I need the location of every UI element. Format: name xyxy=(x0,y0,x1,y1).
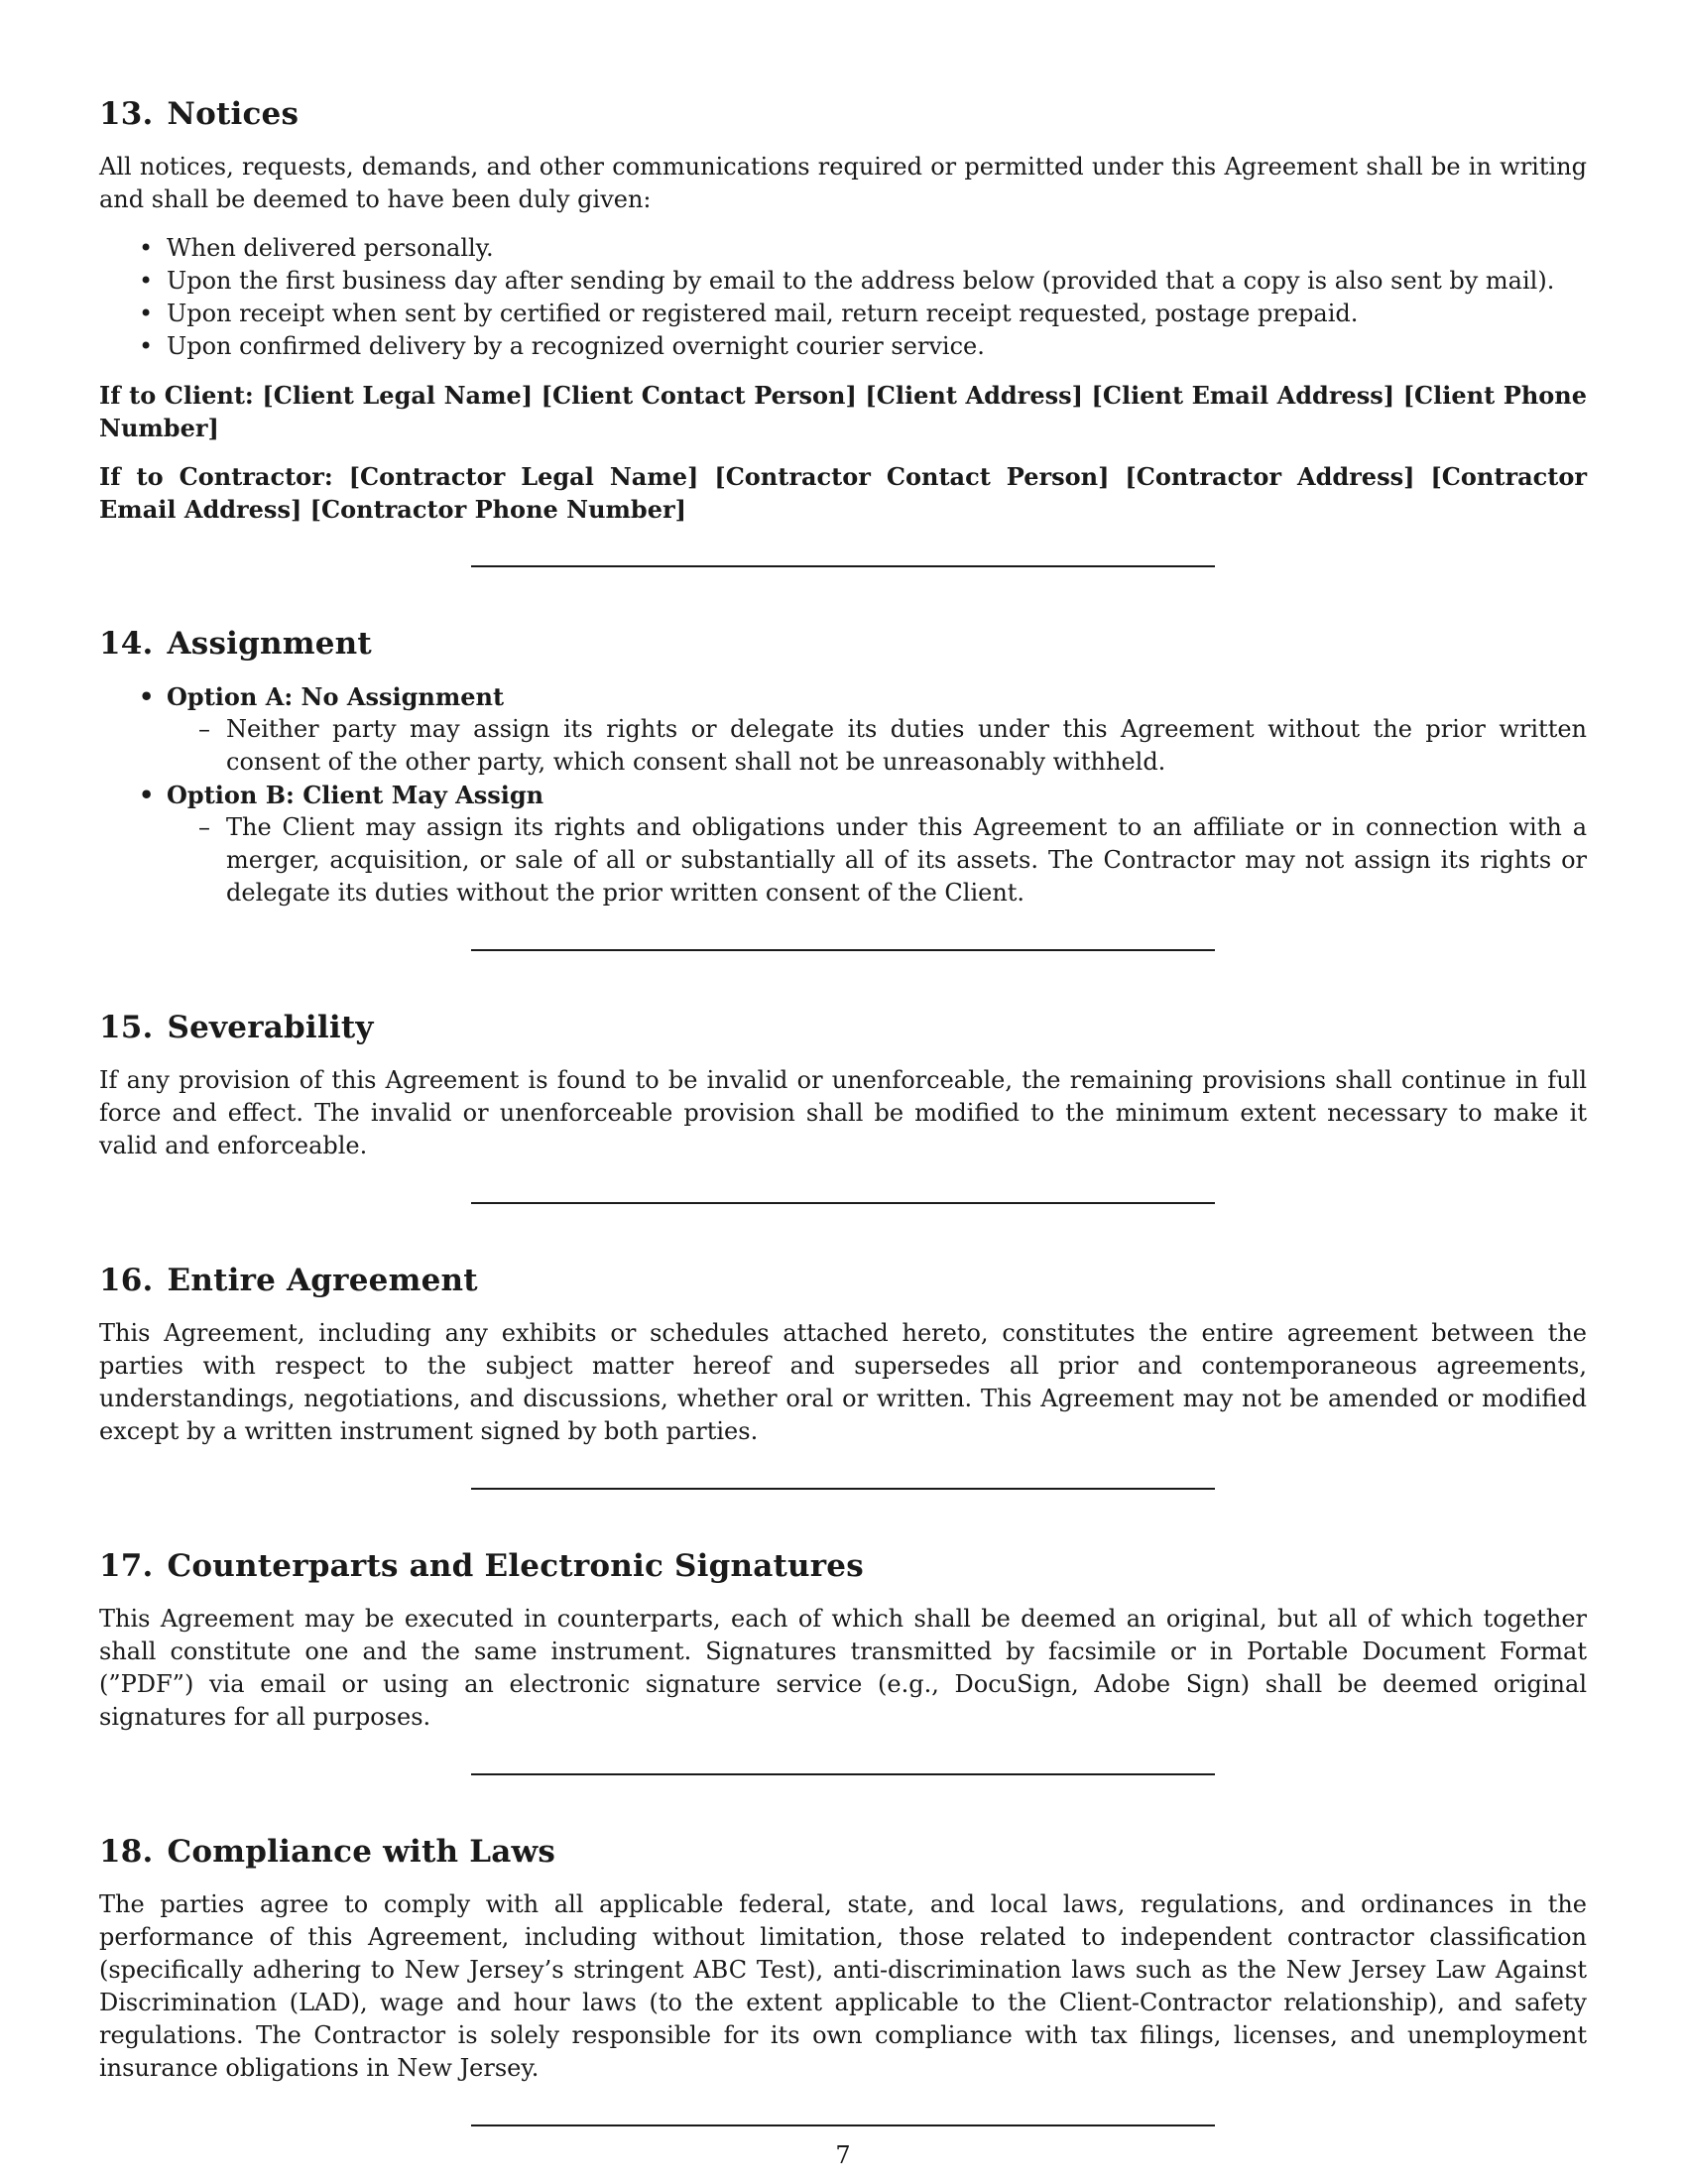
option-b-label: Option B: Client May Assign xyxy=(167,781,544,809)
section-heading xyxy=(99,95,1587,133)
list-item: • Upon the first business day after sending by email to the address below (provided that a copy is also sent by mail). xyxy=(99,265,1587,298)
section-title: Severability xyxy=(167,1010,374,1045)
section-title: Assignment xyxy=(167,626,372,662)
client-address-block: If to Client: [Client Legal Name] [Client Contact Person] [Client Address] [Client Email Address] [Client Phone Number] xyxy=(99,381,1587,442)
section-divider xyxy=(471,1202,1215,1204)
option-b xyxy=(99,779,1587,910)
section-assignment xyxy=(99,625,1587,910)
option-b-text: – The Client may assign its rights and obligations under this Agreement to an affiliate or in connection with a merger, acquisition, or sale of all or substantially all of its assets. The Contractor may not assign its rights or delegate its duties without the prior written consent of the Client. xyxy=(99,811,1587,910)
section-compliance xyxy=(99,1833,1587,2085)
section-notices xyxy=(99,95,1587,526)
section-divider xyxy=(471,1488,1215,1490)
assignment-options xyxy=(99,680,1587,910)
section-title: Compliance with Laws xyxy=(167,1834,556,1870)
counterparts-text: This Agreement may be executed in counterparts, each of which shall be deemed an original, but all of which together shall constitute one and the same instrument. Signatures transmitted by facsimile or in Portable Document Format (”PDF”) via email or using an electronic signature service (e.g., DocuSign, Adobe Sign) shall be deemed original signatures for all purposes. xyxy=(99,1605,1587,1731)
section-heading xyxy=(99,1262,1587,1299)
option-a xyxy=(99,680,1587,779)
section-counterparts xyxy=(99,1547,1587,1734)
list-item: • Upon receipt when sent by certified or registered mail, return receipt requested, postage prepaid. xyxy=(99,298,1587,330)
section-heading xyxy=(99,1833,1587,1871)
section-divider xyxy=(471,565,1215,567)
option-a-label: Option A: No Assignment xyxy=(167,682,505,711)
section-number: 18. xyxy=(99,1834,154,1870)
section-divider xyxy=(471,2124,1215,2126)
contractor-address-block: If to Contractor: [Contractor Legal Name] [Contractor Contact Person] [Contractor Address] [Contractor Email Address] [Contractor Phone Number] xyxy=(99,462,1587,524)
compliance-text: The parties agree to comply with all applicable federal, state, and local laws, regulations, and ordinances in the performance of this Agreement, including without limitation, those related to independent contractor classification (specifically adhering to New Jersey’s stringent ABC Test), anti-discrimination laws such as the New Jersey Law Against Discrimination (LAD), wage and hour laws (to the extent applicable to the Client-Contractor relationship), and safety regulations. The Contractor is solely responsible for its own compliance with tax filings, licenses, and unemployment insurance obligations in New Jersey. xyxy=(99,1890,1587,2082)
section-divider xyxy=(471,949,1215,951)
section-title: Entire Agreement xyxy=(167,1263,478,1298)
option-b-sublist xyxy=(167,811,1587,910)
section-number: 16. xyxy=(99,1263,154,1298)
notices-list xyxy=(99,232,1587,363)
section-divider xyxy=(471,1773,1215,1775)
section-heading xyxy=(99,1009,1587,1046)
list-item: • When delivered personally. xyxy=(99,232,1587,265)
option-a-sublist xyxy=(167,713,1587,779)
section-heading xyxy=(99,1547,1587,1585)
notices-intro: All notices, requests, demands, and other communications required or permitted under this Agreement shall be in writing and shall be deemed to have been duly given: xyxy=(99,153,1587,213)
section-heading xyxy=(99,625,1587,663)
section-number: 13. xyxy=(99,96,154,132)
section-title: Counterparts and Electronic Signatures xyxy=(167,1548,864,1584)
section-number: 17. xyxy=(99,1548,154,1584)
option-a-text: – Neither party may assign its rights or delegate its duties under this Agreement without the prior written consent of the other party, which consent shall not be unreasonably withheld. xyxy=(99,713,1587,779)
document-page xyxy=(99,95,1587,2184)
section-entire-agreement xyxy=(99,1262,1587,1448)
section-severability xyxy=(99,1009,1587,1162)
severability-text: If any provision of this Agreement is found to be invalid or unenforceable, the remaining provisions shall continue in full force and effect. The invalid or unenforceable provision shall be modified to the minimum extent necessary to make it valid and enforceable. xyxy=(99,1066,1587,1159)
page-number: 7 xyxy=(835,2141,851,2169)
entire-agreement-text: This Agreement, including any exhibits or schedules attached hereto, constitutes the entire agreement between the parties with respect to the subject matter hereof and supersedes all prior and contemporaneous agreements, understandings, negotiations, and discussions, whether oral or written. This Agreement may not be amended or modified except by a written instrument signed by both parties. xyxy=(99,1319,1587,1445)
section-title: Notices xyxy=(167,96,300,132)
section-number: 14. xyxy=(99,626,154,662)
list-item: • Upon confirmed delivery by a recognized overnight courier service. xyxy=(99,330,1587,363)
section-number: 15. xyxy=(99,1010,154,1045)
